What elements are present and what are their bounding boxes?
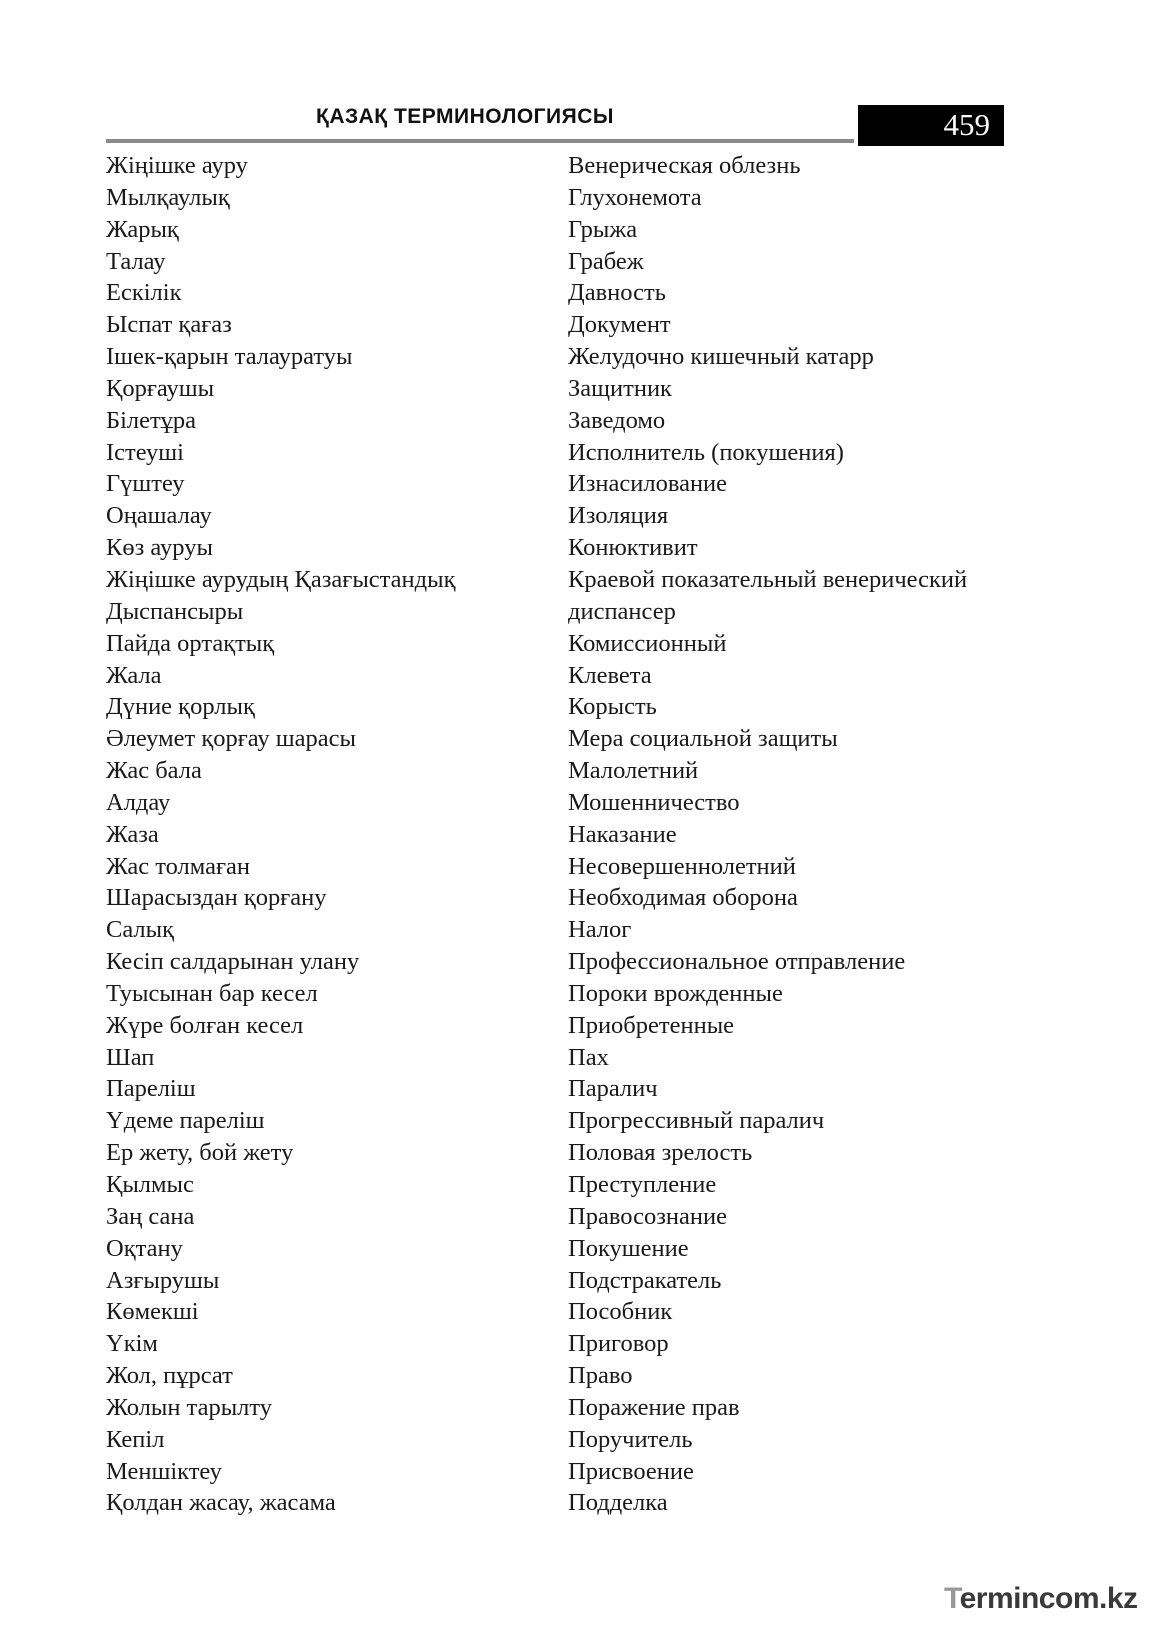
russian-term: Желудочно кишечный катарр xyxy=(568,343,874,371)
kazakh-term: Ер жету, бой жету xyxy=(106,1139,294,1167)
russian-term: Поражение прав xyxy=(568,1393,740,1421)
kazakh-term: Жас толмаған xyxy=(106,852,250,880)
russian-term: Глухонемота xyxy=(568,183,702,211)
russian-term: Необходимая оборона xyxy=(568,884,798,912)
kazakh-term: Заң сана xyxy=(106,1202,195,1230)
kazakh-term: Білетұра xyxy=(106,406,197,434)
russian-term: Паралич xyxy=(568,1075,658,1103)
kazakh-term: Ескілік xyxy=(106,279,182,307)
russian-term: Грабеж xyxy=(568,247,644,275)
kazakh-term: Жаза xyxy=(106,820,159,848)
page-number: 459 xyxy=(943,107,990,142)
kazakh-term: Меншіктеу xyxy=(106,1457,222,1485)
russian-term: Несовершеннолетний xyxy=(568,852,796,880)
russian-term: Краевой показательный венерический xyxy=(568,565,968,593)
kazakh-term: Істеуші xyxy=(106,438,184,466)
kazakh-term: Жас бала xyxy=(106,757,202,785)
kazakh-terms-column xyxy=(106,150,546,1519)
russian-term: Грыжа xyxy=(568,215,638,243)
russian-term: диспансер xyxy=(568,597,676,625)
watermark-text: ermincom xyxy=(959,1582,1099,1615)
russian-term: Половая зрелость xyxy=(568,1139,753,1167)
russian-term: Документ xyxy=(568,311,671,339)
page-number-box xyxy=(858,105,1004,146)
russian-term: Правосознание xyxy=(568,1202,727,1230)
russian-term: Право xyxy=(568,1362,633,1390)
kazakh-term: Жіңішке аурудың Қазағыстандық xyxy=(106,565,456,593)
kazakh-term: Ыспат қағаз xyxy=(106,311,232,339)
russian-terms-column xyxy=(568,150,1018,1519)
russian-term: Пах xyxy=(568,1043,609,1071)
russian-term: Налог xyxy=(568,916,632,944)
kazakh-term: Дүние қорлық xyxy=(106,693,255,721)
header-title: ҚАЗАҚ ТЕРМИНОЛОГИЯСЫ xyxy=(316,105,614,128)
kazakh-term: Дыспансыры xyxy=(106,597,244,625)
russian-term: Корысть xyxy=(568,693,657,721)
kazakh-term: Кесіп салдарынан улану xyxy=(106,948,360,976)
kazakh-term: Үкім xyxy=(106,1330,158,1358)
kazakh-term: Шарасыздан қорғану xyxy=(106,884,327,912)
russian-term: Приобретенные xyxy=(568,1011,735,1039)
russian-term: Давность xyxy=(568,279,666,307)
russian-term: Комиссионный xyxy=(568,629,727,657)
russian-term: Изоляция xyxy=(568,502,669,530)
kazakh-term: Жолын тарылту xyxy=(106,1393,273,1421)
kazakh-term: Көз ауруы xyxy=(106,534,213,562)
russian-term: Заведомо xyxy=(568,406,666,434)
russian-term: Малолетний xyxy=(568,757,699,785)
russian-term: Мера социальной защиты xyxy=(568,725,838,753)
kazakh-term: Қылмыс xyxy=(106,1171,194,1198)
watermark-t-logo-icon: T xyxy=(944,1582,960,1615)
russian-term: Пособник xyxy=(568,1298,673,1326)
kazakh-term: Қолдан жасау, жасама xyxy=(106,1489,336,1517)
kazakh-term: Жіңішке ауру xyxy=(106,152,248,179)
russian-term: Изнасилование xyxy=(568,470,728,498)
russian-term: Профессиональное отправление xyxy=(568,948,906,976)
kazakh-term: Шап xyxy=(106,1043,155,1071)
russian-term: Клевета xyxy=(568,661,652,689)
kazakh-term: Жүре болған кесел xyxy=(106,1011,304,1039)
kazakh-term: Кепіл xyxy=(106,1425,165,1453)
russian-term: Подстракатель xyxy=(568,1266,722,1294)
kazakh-term: Жала xyxy=(106,661,162,689)
kazakh-term: Әлеумет қорғау шарасы xyxy=(106,725,356,753)
kazakh-term: Талау xyxy=(106,247,166,275)
russian-term: Присвоение xyxy=(568,1457,694,1485)
kazakh-term: Азғырушы xyxy=(106,1266,220,1294)
kazakh-term: Жарық xyxy=(106,215,179,243)
russian-term: Прогрессивный паралич xyxy=(568,1107,825,1135)
russian-term: Исполнитель (покушения) xyxy=(568,438,844,466)
russian-term: Мошенничество xyxy=(568,788,740,816)
kazakh-term: Пареліш xyxy=(106,1075,196,1103)
kazakh-term: Пайда ортақтық xyxy=(106,629,275,657)
russian-term: Венерическая облезнь xyxy=(568,152,801,179)
kazakh-term: Үдеме пареліш xyxy=(106,1107,265,1135)
kazakh-term: Салық xyxy=(106,916,175,944)
russian-term: Покушение xyxy=(568,1234,689,1262)
kazakh-term: Оқтану xyxy=(106,1234,183,1262)
site-watermark xyxy=(944,1582,1138,1616)
russian-term: Наказание xyxy=(568,820,677,848)
kazakh-term: Алдау xyxy=(106,788,171,816)
russian-term: Подделка xyxy=(568,1489,668,1517)
kazakh-term: Жол, пұрсат xyxy=(106,1362,233,1390)
kazakh-term: Оңашалау xyxy=(106,502,212,530)
russian-term: Преступление xyxy=(568,1171,717,1198)
watermark-domain: .kz xyxy=(1099,1582,1138,1615)
kazakh-term: Қорғаушы xyxy=(106,374,215,402)
header-rule xyxy=(106,139,854,143)
russian-term: Приговор xyxy=(568,1330,669,1358)
russian-term: Конюктивит xyxy=(568,534,698,562)
kazakh-term: Мылқаулық xyxy=(106,183,230,211)
russian-term: Защитник xyxy=(568,374,672,402)
russian-term: Поручитель xyxy=(568,1425,693,1453)
russian-term: Пороки врожденные xyxy=(568,979,783,1007)
kazakh-term: Ішек-қарын талауратуы xyxy=(106,343,353,371)
kazakh-term: Көмекші xyxy=(106,1298,199,1326)
kazakh-term: Гүштеу xyxy=(106,470,185,498)
kazakh-term: Туысынан бар кесел xyxy=(106,979,318,1007)
